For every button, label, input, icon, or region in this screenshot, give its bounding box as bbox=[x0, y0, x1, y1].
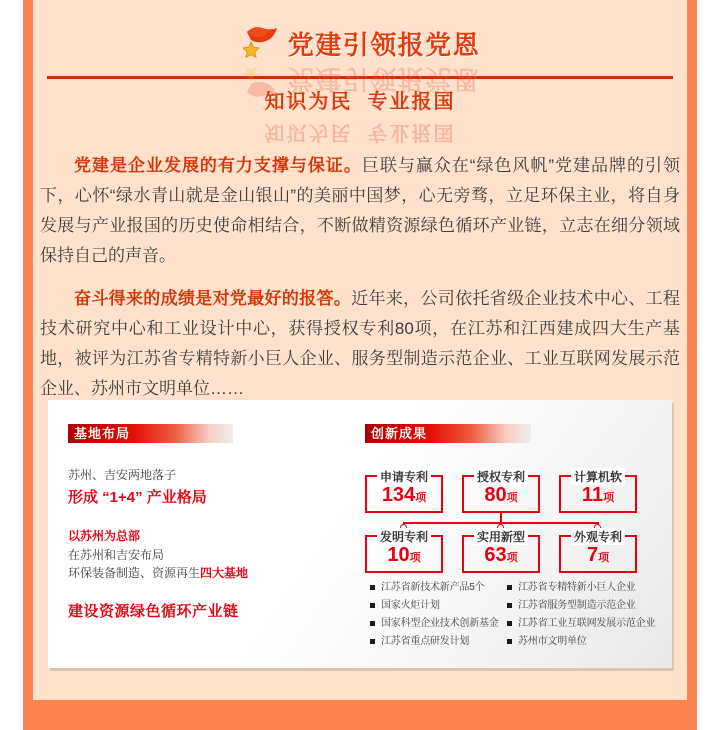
paragraph-2-lead: 奋斗得来的成绩是对党最好的报答。 bbox=[74, 289, 352, 308]
bullet-square-icon bbox=[507, 585, 512, 590]
base-layout-line-5-highlight: 四大基地 bbox=[200, 566, 249, 580]
paragraph-1-body: 巨联与赢众在“绿色风帆”党建品牌的引领下，心怀“绿水青山就是金山银山”的美丽中国梦，心无旁骛，立足环保主业，将自身发展与产业报国的历史使命相结合，不断做精资源绿色循环产业链，立志在细分领域保持自己的声音。 bbox=[40, 156, 681, 265]
info-card bbox=[48, 400, 672, 668]
honors-list-left bbox=[370, 581, 499, 653]
bullet-square-icon bbox=[370, 639, 375, 644]
page-title-row bbox=[33, 0, 687, 62]
paragraph-2 bbox=[40, 284, 680, 404]
innovation-header: 创新成果 bbox=[365, 424, 531, 443]
article bbox=[40, 151, 680, 404]
page-title: 党建引领报党恩 bbox=[287, 29, 481, 60]
list-item: 江苏省专精特新小巨人企业 bbox=[507, 581, 655, 594]
patent-stats-diagram bbox=[365, 472, 652, 578]
bullet-square-icon bbox=[370, 603, 375, 608]
bullet-square-icon bbox=[507, 639, 512, 644]
red-flag-star-icon-reflection bbox=[240, 62, 280, 100]
base-layout-line-1: 苏州、吉安两地落子 bbox=[68, 468, 177, 482]
content-area bbox=[33, 0, 687, 700]
base-layout-line-5: 环保装备制造、资源再生四大基地 bbox=[68, 566, 249, 580]
base-layout-line-4: 在苏州和吉安布局 bbox=[68, 548, 165, 562]
honors-list-right bbox=[507, 581, 655, 653]
stat-box-applied-patents: 申请专利 134项 bbox=[365, 475, 443, 513]
bullet-square-icon bbox=[370, 621, 375, 626]
list-item: 江苏省新技术新产品5个 bbox=[370, 581, 499, 594]
bullet-square-icon bbox=[507, 621, 512, 626]
stat-box-utility-models: 实用新型 63项 bbox=[462, 535, 540, 573]
stat-box-software: 计算机软 11项 bbox=[559, 475, 637, 513]
connector-line bbox=[500, 513, 502, 522]
paragraph-1-lead: 党建是企业发展的有力支撑与保证。 bbox=[74, 156, 362, 175]
base-layout-line-3: 以苏州为总部 bbox=[68, 529, 141, 543]
list-item: 江苏省服务型制造示范企业 bbox=[507, 599, 655, 612]
base-layout-line-6: 建设资源绿色循环产业链 bbox=[68, 603, 239, 620]
orange-frame bbox=[23, 0, 697, 730]
stat-box-design-patents: 外观专利 7项 bbox=[559, 535, 637, 573]
list-item: 苏州市文明单位 bbox=[507, 635, 655, 648]
list-item: 江苏省重点研发计划 bbox=[370, 635, 499, 648]
paragraph-1 bbox=[40, 151, 680, 271]
stat-box-granted-patents: 授权专利 80项 bbox=[462, 475, 540, 513]
paragraph-2-body: 近年来，公司依托省级企业技术中心、工程技术研究中心和工业设计中心，获得授权专利80项，在江苏和江西建成四大生产基地，被评为江苏省专精特新小巨人企业、服务型制造示范企业、工业互联网发展示范企业、苏州市文明单位…… bbox=[40, 289, 681, 398]
list-item: 江苏省工业互联网发展示范企业 bbox=[507, 617, 655, 630]
list-item: 国家科型企业技术创新基金 bbox=[370, 617, 499, 630]
page-subtitle: 知识为民 专业报国 bbox=[264, 91, 456, 113]
subtitle-reflection: 知识为民 专业报国 bbox=[264, 121, 456, 143]
base-layout-header: 基地布局 bbox=[68, 424, 233, 443]
base-layout-line-2: 形成 “1+4” 产业格局 bbox=[68, 489, 207, 506]
red-flag-star-icon bbox=[240, 24, 280, 62]
bullet-square-icon bbox=[507, 603, 512, 608]
stat-box-invention-patents: 发明专利 10项 bbox=[365, 535, 443, 573]
bullet-square-icon bbox=[370, 585, 375, 590]
title-reflection: 党建引领报党恩 bbox=[33, 62, 687, 76]
list-item: 国家火炬计划 bbox=[370, 599, 499, 612]
